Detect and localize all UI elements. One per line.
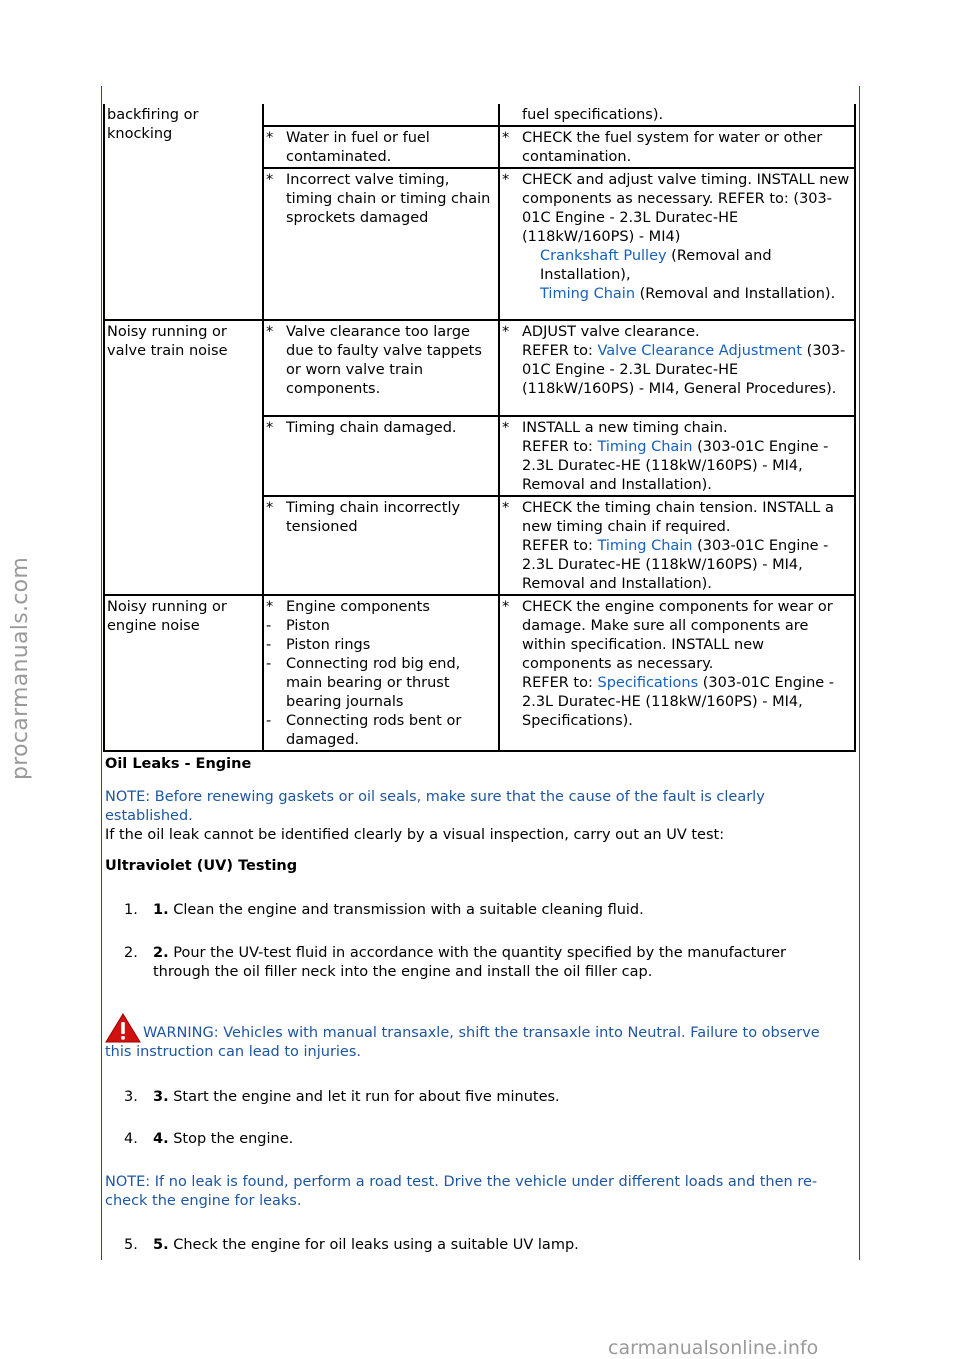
reference-item: Timing Chain (Removal and Installation).: [540, 286, 836, 302]
symptom-cell: Noisy running or valve train noise: [104, 320, 263, 595]
cause-cell: [263, 104, 499, 126]
left-page-rule: [101, 86, 102, 1260]
specifications-link[interactable]: Specifications: [597, 675, 699, 691]
cause-cell: * Water in fuel or fuel contaminated.: [263, 126, 499, 168]
symptom-cell: backfiring or knocking: [104, 104, 263, 320]
cause-cell: * Incorrect valve timing, timing chain or timing chain sprockets damaged: [263, 168, 499, 320]
step-item: 3. 3. Start the engine and let it run for about five minutes.: [124, 1089, 560, 1105]
warning-triangle-icon: [105, 1013, 141, 1043]
crankshaft-pulley-link[interactable]: Crankshaft Pulley: [540, 248, 667, 264]
cause-cell: * Engine components - Piston - Piston rings - Connecting rod big end, main bearing or thrust bearing journals - Connecting rods bent or damaged.: [263, 595, 499, 751]
step-item: 1. 1. Clean the engine and transmission with a suitable cleaning fluid.: [124, 902, 644, 918]
action-cell: * CHECK the engine components for wear or damage. Make sure all components are within specification. INSTALL new components as necessary. REFER to: Specifications (303-01C Engine - 2.3L Duratec-HE (118kW/160PS) - MI4, Specifications).: [499, 595, 855, 751]
timing-chain-link[interactable]: Timing Chain: [597, 439, 693, 455]
step-item: 5. 5. Check the engine for oil leaks using a suitable UV lamp.: [124, 1237, 579, 1253]
reference-item: Crankshaft Pulley (Removal and Installation),: [540, 248, 772, 283]
side-watermark: procarmanuals.com: [8, 556, 33, 780]
timing-chain-link[interactable]: Timing Chain: [597, 538, 693, 554]
action-cell: * CHECK the fuel system for water or other contamination.: [499, 126, 855, 168]
note-renewing-gaskets: NOTE: Before renewing gaskets or oil seals, make sure that the cause of the fault is clearly established.: [105, 789, 765, 824]
valve-clearance-adjustment-link[interactable]: Valve Clearance Adjustment: [597, 343, 803, 359]
cause-cell: * Valve clearance too large due to faulty valve tappets or worn valve train components.: [263, 320, 499, 416]
cause-cell: * Timing chain incorrectly tensioned: [263, 496, 499, 595]
symptom-cell: Noisy running or engine noise: [104, 595, 263, 751]
action-cell: * CHECK and adjust valve timing. INSTALL new components as necessary. REFER to: (303-01C Engine - 2.3L Duratec-HE (118kW/160PS) - MI4) Crankshaft Pulley (Removal and Installation), Timing Chain (Removal and Installation).: [499, 168, 855, 320]
right-page-rule: [859, 86, 860, 1260]
action-cell: * CHECK the timing chain tension. INSTALL a new timing chain if required. REFER to: Timing Chain (303-01C Engine - 2.3L Duratec-HE (118kW/160PS) - MI4, Removal and Installation).: [499, 496, 855, 595]
diagnosis-table: [103, 104, 856, 752]
oil-leaks-heading: Oil Leaks - Engine: [105, 756, 252, 772]
cause-cell: * Timing chain damaged.: [263, 416, 499, 496]
action-cell: * INSTALL a new timing chain. REFER to: Timing Chain (303-01C Engine - 2.3L Duratec-HE (118kW/160PS) - MI4, Removal and Installation).: [499, 416, 855, 496]
action-cell: * ADJUST valve clearance. REFER to: Valve Clearance Adjustment (303-01C Engine - 2.3L Duratec-HE (118kW/160PS) - MI4, General Procedures).: [499, 320, 855, 416]
bottom-watermark: carmanualsonline.info: [608, 1337, 819, 1359]
warning-note: WARNING: Vehicles with manual transaxle, shift the transaxle into Neutral. Failure to observe this instruction can lead to injuries.: [105, 1013, 845, 1062]
timing-chain-link[interactable]: Timing Chain: [540, 286, 636, 302]
uv-testing-heading: Ultraviolet (UV) Testing: [105, 858, 298, 874]
step-item: 2. 2. Pour the UV-test fluid in accordance with the quantity specified by the manufacturer through the oil filler neck into the engine and install the oil filler cap.: [124, 945, 786, 980]
uv-test-intro: If the oil leak cannot be identified clearly by a visual inspection, carry out an UV test:: [105, 827, 725, 843]
step-item: 4. 4. Stop the engine.: [124, 1131, 294, 1147]
action-cell: fuel specifications).: [499, 104, 855, 126]
note-road-test: NOTE: If no leak is found, perform a road test. Drive the vehicle under different loads and then re-check the engine for leaks.: [105, 1174, 818, 1209]
